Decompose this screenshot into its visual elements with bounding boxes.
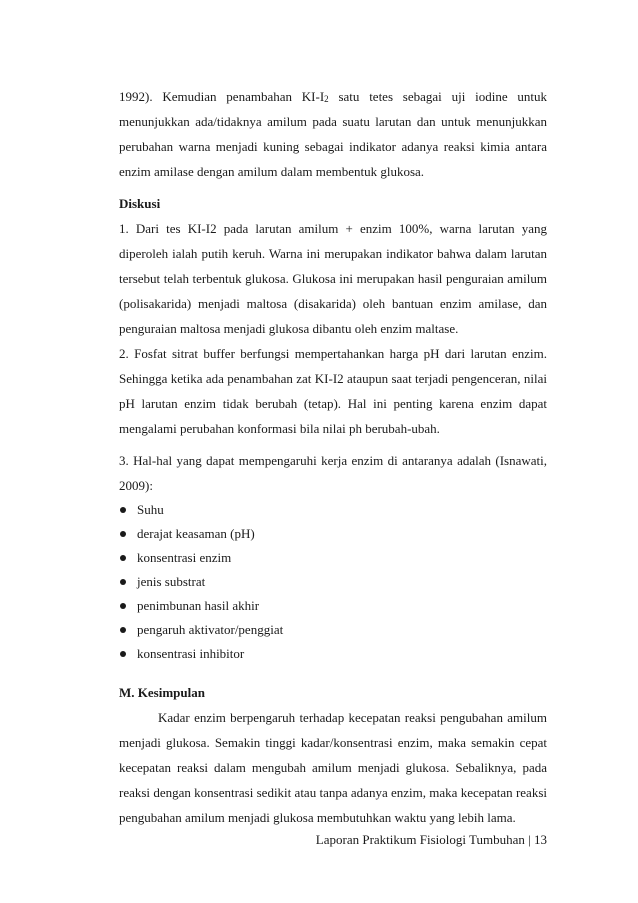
kesimpulan-line: reaksi dengan konsentrasi sedikit atau tanpa adanya enzim, maka kecepatan reaksi	[119, 785, 547, 800]
kesimpulan-paragraph	[119, 705, 547, 830]
diskusi-heading: Diskusi	[119, 196, 161, 211]
diskusi-p1-line: diperoleh ialah putih keruh. Warna ini merupakan indikator bahwa dalam larutan	[119, 246, 547, 261]
diskusi-p1-line: penguraian maltosa menjadi glukosa dibantu oleh enzim maltase.	[119, 321, 459, 336]
diskusi-point-1	[119, 216, 547, 341]
bullet-icon	[120, 603, 126, 609]
factor-list	[119, 498, 547, 666]
document-body	[119, 84, 547, 830]
kesimpulan-line: kecepatan reaksi dalam mengubah amilum menjadi glukosa. Sebaliknya, pada	[119, 760, 547, 775]
list-item: konsentrasi enzim	[119, 546, 547, 570]
bullet-icon	[120, 531, 126, 537]
list-item: pengaruh aktivator/penggiat	[119, 618, 547, 642]
diskusi-p3-line: 3. Hal-hal yang dapat mempengaruhi kerja enzim di antaranya adalah (Isnawati,	[119, 453, 547, 468]
diskusi-point-3	[119, 448, 547, 498]
kesimpulan-line: pengubahan amilum menjadi glukosa membutuhkan waktu yang lebih lama.	[119, 810, 516, 825]
bullet-icon	[120, 627, 126, 633]
kesimpulan-heading: M. Kesimpulan	[119, 685, 205, 700]
bullet-icon	[120, 507, 126, 513]
page-footer: Laporan Praktikum Fisiologi Tumbuhan | 13	[315, 832, 547, 847]
diskusi-p3-line: 2009):	[119, 478, 153, 493]
list-item: konsentrasi inhibitor	[119, 642, 547, 666]
kesimpulan-line: Kadar enzim berpengaruh terhadap kecepatan reaksi pengubahan amilum	[158, 710, 547, 725]
list-item: jenis substrat	[119, 570, 547, 594]
diskusi-p1-line: tersebut telah terbentuk glukosa. Glukosa ini merupakan hasil penguraian amilum	[119, 271, 547, 286]
list-item: derajat keasaman (pH)	[119, 522, 547, 546]
diskusi-p1-line: 1. Dari tes KI-I2 pada larutan amilum + enzim 100%, warna larutan yang	[119, 221, 547, 236]
intro-line-2: menunjukkan ada/tidaknya amilum pada suatu larutan dan untuk menunjukkan	[119, 114, 547, 129]
list-item: penimbunan hasil akhir	[119, 594, 547, 618]
diskusi-p2-line: Sehingga ketika ada penambahan zat KI-I2 ataupun saat terjadi pengenceran, nilai	[119, 371, 547, 386]
diskusi-p1-line: (polisakarida) menjadi maltosa (disakarida) oleh bantuan enzim amilase, dan	[119, 296, 547, 311]
kesimpulan-line: menjadi glukosa. Semakin tinggi kadar/konsentrasi enzim, maka semakin cepat	[119, 735, 547, 750]
intro-paragraph	[119, 84, 547, 184]
intro-line-1: 1992). Kemudian penambahan $KI-I_2$ satu tetes sebagai uji iodine untuk	[119, 89, 547, 104]
bullet-icon	[120, 555, 126, 561]
diskusi-p2-line: mengalami perubahan konformasi bila nilai ph berubah-ubah.	[119, 421, 440, 436]
intro-line-3: perubahan warna menjadi kuning sebagai indikator adanya reaksi kimia antara	[119, 139, 547, 154]
diskusi-point-2	[119, 341, 547, 441]
intro-line-4: enzim amilase dengan amilum dalam membentuk glukosa.	[119, 164, 425, 179]
bullet-icon	[120, 579, 126, 585]
diskusi-p2-line: pH larutan enzim tidak berubah (tetap). Hal ini penting karena enzim dapat	[119, 396, 547, 411]
diskusi-p2-line: 2. Fosfat sitrat buffer berfungsi mempertahankan harga pH dari larutan enzim.	[119, 346, 547, 361]
list-item: Suhu	[119, 498, 547, 522]
bullet-icon	[120, 651, 126, 657]
